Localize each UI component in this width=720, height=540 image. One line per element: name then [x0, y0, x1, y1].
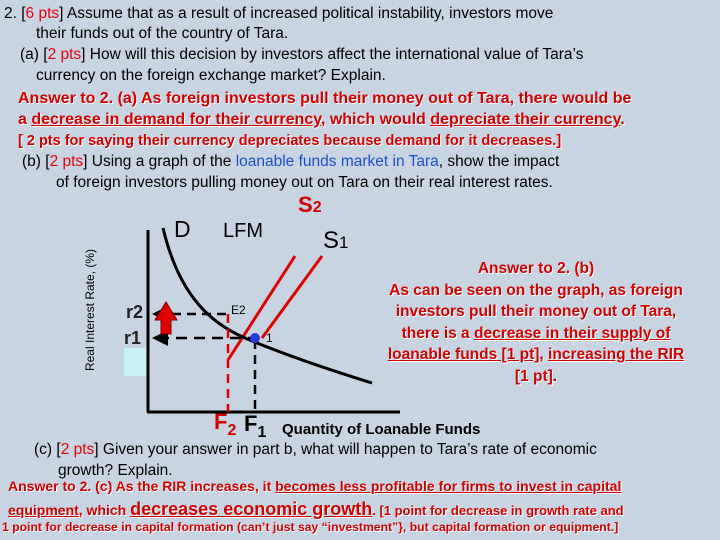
- question-text: ] Assume that as a result of increased political instability, investors move: [59, 5, 554, 22]
- s2-label: S2: [298, 192, 322, 217]
- answer-b-text: investors pull their money out of Tara,: [395, 303, 677, 320]
- part-c-line1: [34, 440, 597, 460]
- answer-text: a: [18, 111, 32, 128]
- answer-text: , which: [78, 502, 131, 518]
- f1-label: $F_1$: [244, 411, 267, 441]
- points-label: 6 pts: [25, 5, 60, 22]
- demand-label: D: [174, 216, 191, 242]
- answer-underlined: equipment: [8, 502, 79, 518]
- s1-label: S1: [323, 227, 349, 254]
- answer-c-line1: [8, 478, 621, 494]
- points-label: 2 pts: [60, 441, 95, 458]
- answer-b-title: Answer to 2. (b): [477, 260, 595, 277]
- part-a-prefix: (a) [: [20, 46, 48, 63]
- part-b-text: , show the impact: [438, 153, 560, 170]
- question-2-line1: [4, 4, 553, 24]
- r1-label: r1: [124, 328, 142, 348]
- part-a-text: ] How will this decision by investors affect the international value of Tara’s: [81, 46, 584, 63]
- y-axis-label: Real Interest Rate, (%): [83, 248, 97, 372]
- part-c-line2: growth? Explain.: [58, 462, 173, 479]
- highlight-text: loanable funds market in Tara: [235, 153, 439, 170]
- answer-underlined: loanable funds [1 pt]: [387, 346, 540, 363]
- question-number: 2. [: [4, 5, 26, 22]
- part-a-line1: [20, 45, 583, 65]
- answer-a-line1: Answer to 2. (a) As foreign investors pull their money out of Tara, there would be: [18, 90, 632, 107]
- answer-a-line2: [18, 110, 625, 130]
- answer-text: Answer to 2. (c) As the RIR increases, it: [8, 478, 276, 494]
- answer-text: , which would: [320, 111, 431, 128]
- answer-underlined: increasing the RIR: [548, 346, 685, 363]
- x-axis-label: Quantity of Loanable Funds: [282, 421, 481, 438]
- points-label: 2 pts: [49, 153, 84, 170]
- answer-text: .: [620, 111, 625, 128]
- answer-underlined: becomes less profitable for firms to invest in capital: [275, 478, 622, 494]
- supply-curve-s1: [262, 256, 322, 338]
- part-b-line1: [22, 152, 559, 172]
- answer-b: [356, 258, 716, 387]
- answer-underlined: decrease in demand for their currency: [31, 111, 321, 128]
- equilibrium-point-e1: [250, 333, 260, 343]
- part-b-line2: of foreign investors pulling money out on Tara on their real interest rates.: [56, 174, 553, 191]
- market-label: LFM: [223, 220, 263, 242]
- f2-label: $F_2$: [214, 409, 237, 439]
- answer-b-text: [356, 323, 716, 345]
- answer-underlined: depreciate their currency: [430, 111, 621, 128]
- answer-c-line3: 1 point for decrease in capital formation (can’t just say “investment”}, but capital formation or equipment.]: [2, 520, 619, 534]
- part-a-line2: currency on the foreign exchange market? Explain.: [36, 67, 386, 84]
- answer-underlined: decrease in their supply of: [473, 324, 671, 342]
- answer-c-line2: [8, 499, 624, 520]
- answer-a-line3: [ 2 pts for saying their currency depreciates because demand for it decreases.]: [18, 133, 562, 149]
- points-label: 2 pts: [47, 46, 82, 63]
- question-2-line2: their funds out of the country of Tara.: [36, 25, 289, 42]
- answer-text: . [1 point for decrease in growth rate and: [372, 503, 624, 518]
- answer-text: ,: [539, 346, 549, 363]
- part-b-prefix: (b) [: [22, 153, 50, 170]
- e2-label: E2: [231, 303, 246, 317]
- answer-b-text: [356, 344, 716, 366]
- answer-b-text: As can be seen on the graph, as foreign: [389, 281, 683, 299]
- part-b-text: ] Using a graph of the: [83, 153, 236, 170]
- part-c-prefix: (c) [: [34, 441, 61, 458]
- e1-label: 1: [266, 331, 273, 345]
- r2-label: r2: [126, 302, 144, 322]
- rate-increase-arrow: [155, 302, 177, 334]
- r1-highlight: [124, 348, 146, 376]
- answer-text: there is a: [401, 324, 474, 342]
- answer-b-text: [1 pt].: [514, 367, 558, 385]
- answer-underlined-large: decreases economic growth: [130, 499, 373, 519]
- part-c-text: ] Given your answer in part b, what will happen to Tara’s rate of economic: [94, 441, 597, 458]
